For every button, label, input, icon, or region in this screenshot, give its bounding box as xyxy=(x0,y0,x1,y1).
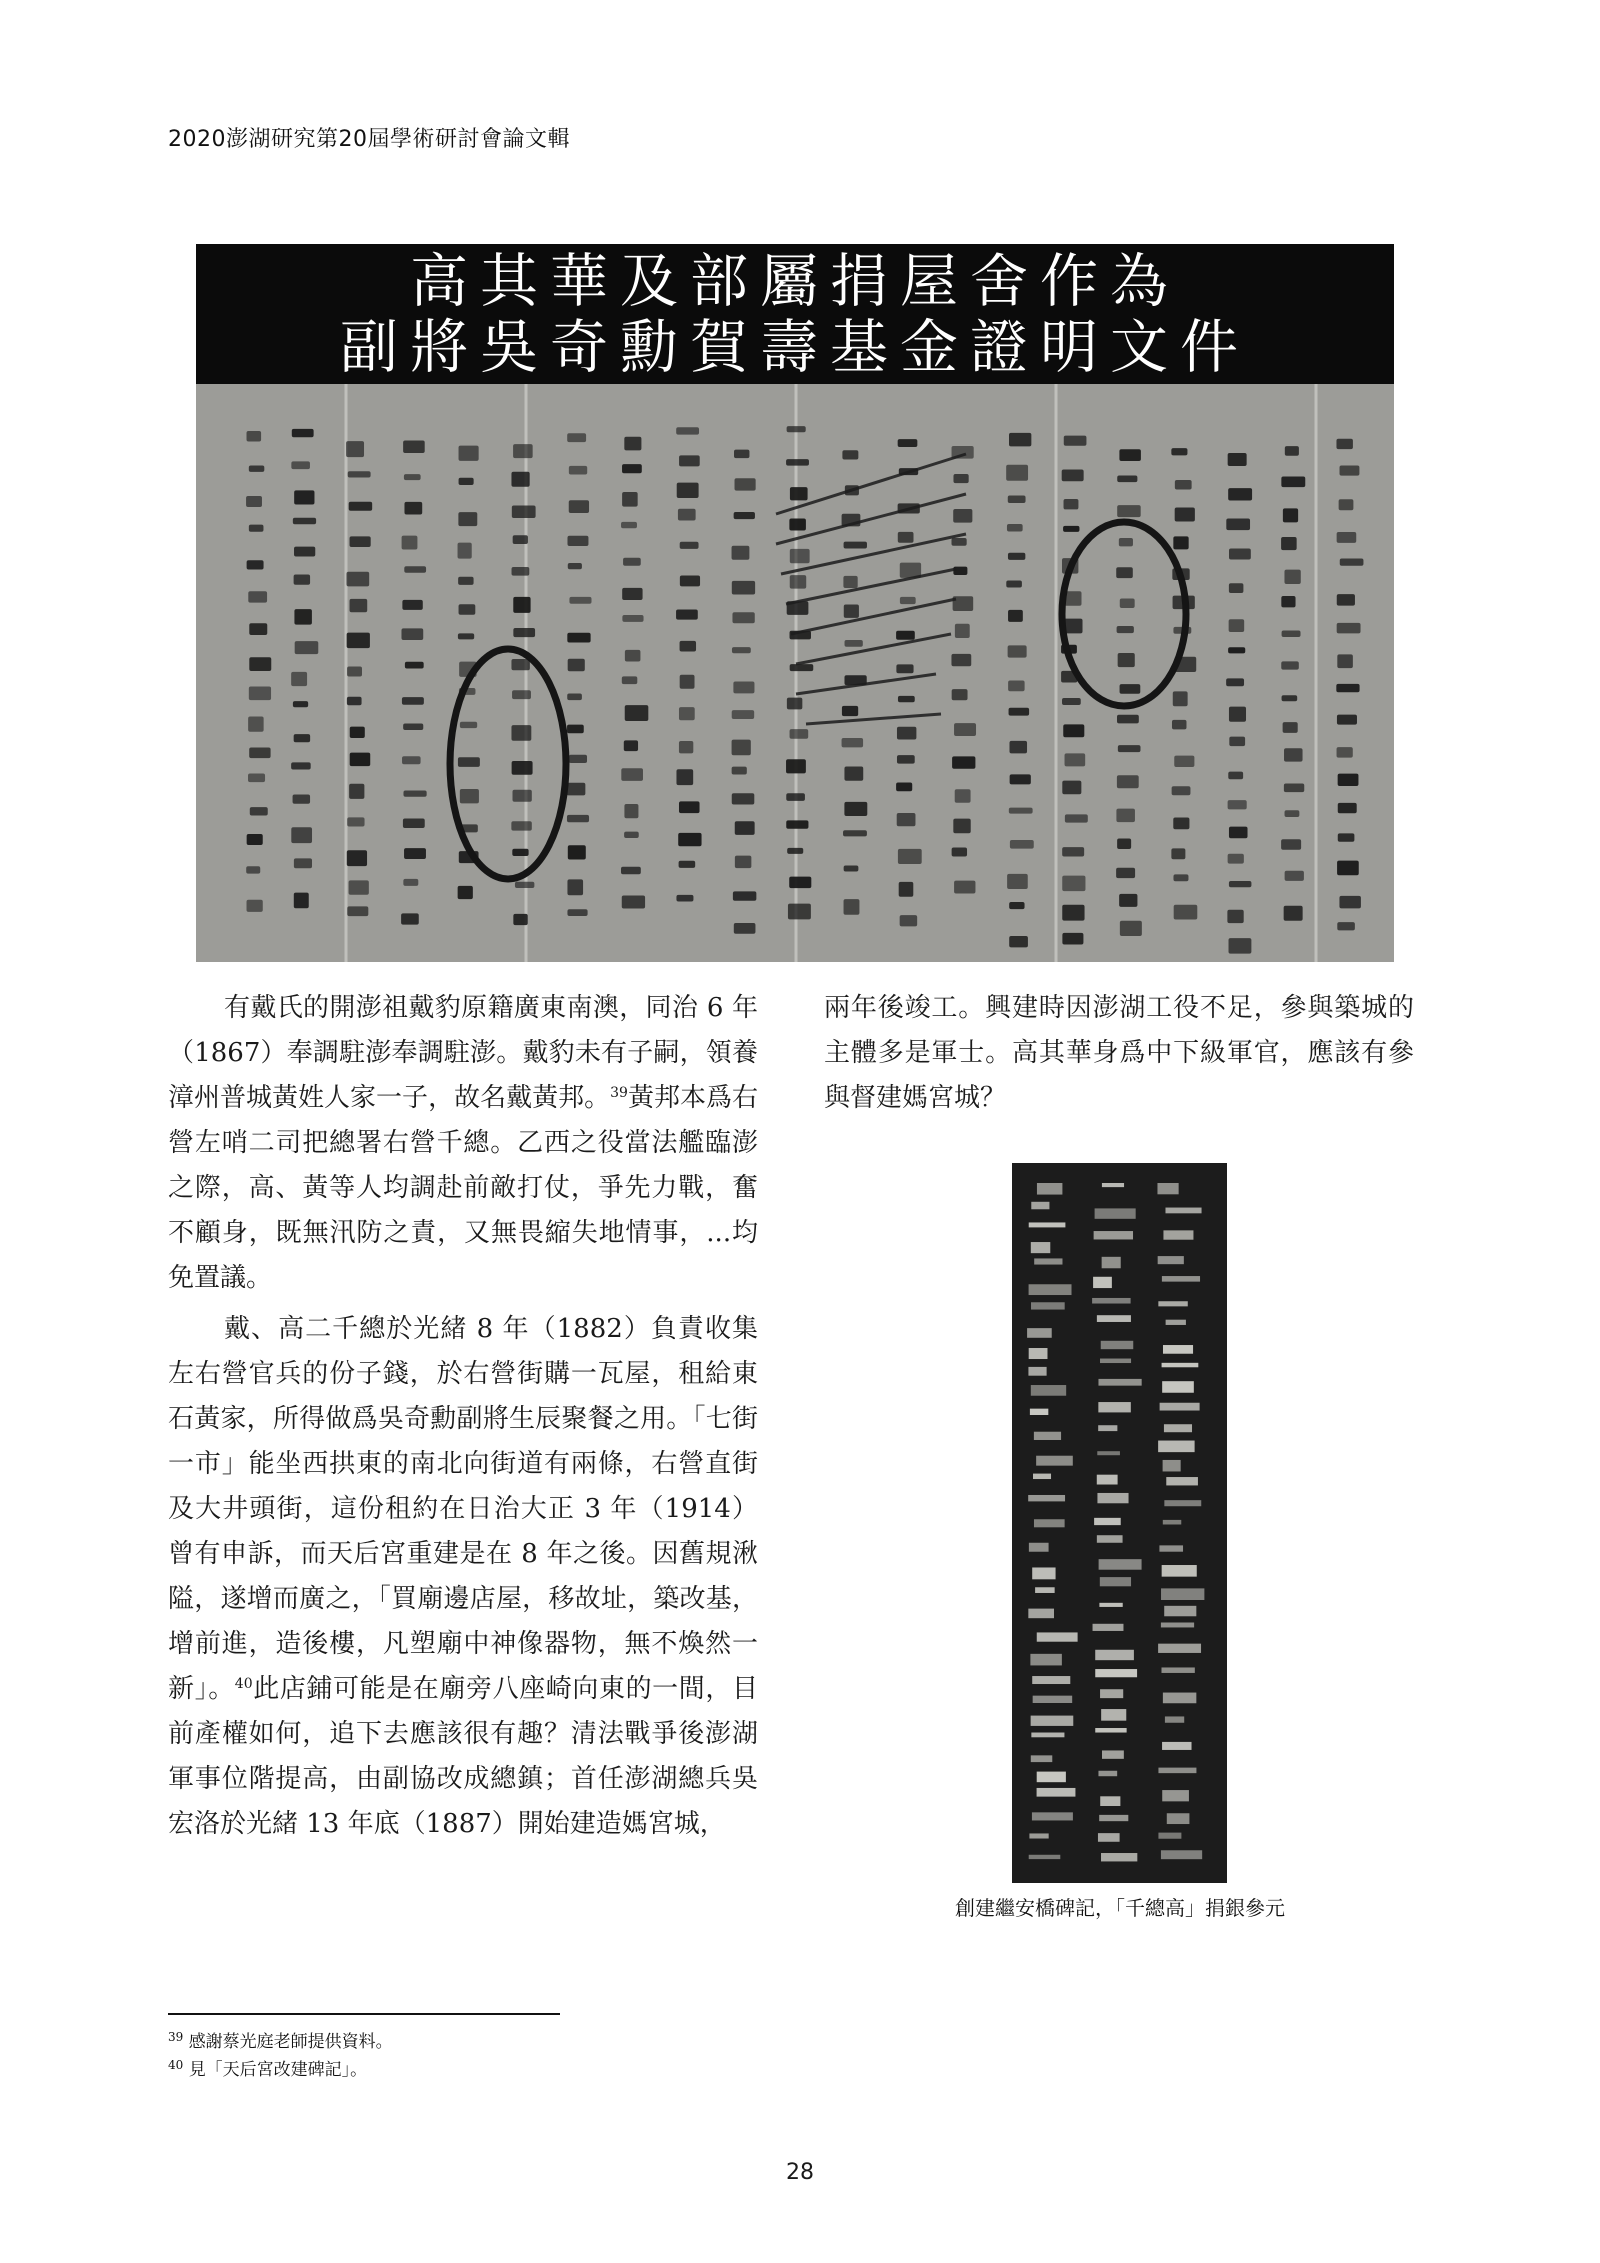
footnote-ref-40[interactable]: 40 xyxy=(234,1676,253,1692)
handwritten-deed-photo xyxy=(196,384,1394,962)
footnote-number: 40 xyxy=(168,2058,184,2072)
paragraph-1-text: 有戴氏的開澎祖戴豹原籍廣東南澳，同治 6 年（1867）奉調駐澎奉調駐澎。戴豹未有子嗣，領養漳州普城黃姓人家一子，故名戴黃邦。 xyxy=(168,993,758,1113)
paragraph-2-tail: 此店鋪可能是在廟旁八座崎向東的一間，目前產權如何，追下去應該很有趣？清法戰爭後澎湖軍事位階提高，由副協改成總鎮；首任澎湖總兵吳宏洛於光緒 13 年底（1887）開始建造媽宮城， xyxy=(168,1674,758,1839)
footnote-text: 見「天后宮改建碑記」。 xyxy=(188,2060,368,2080)
footnote-number: 39 xyxy=(168,2030,184,2044)
paragraph-3: 兩年後竣工。興建時因澎湖工役不足，參與築城的主體多是軍士。高其華身爲中下級軍官，應該有參與督建媽宮城？ xyxy=(824,993,1414,1113)
banner-title-line-1: 高其華及部屬捐屋舍作為 xyxy=(409,247,1180,315)
body-column-left xyxy=(168,986,758,1847)
footnotes xyxy=(168,2028,393,2084)
figure-banner xyxy=(196,244,1394,384)
footnote-divider xyxy=(168,2013,560,2015)
figure-caption: 創建繼安橋碑記，「千總高」捐銀參元 xyxy=(955,1896,1285,1920)
footnote-40 xyxy=(168,2056,393,2084)
body-column-right xyxy=(824,986,1414,1121)
paragraph-2-text: 戴、高二千總於光緒 8 年（1882）負責收集左右營官兵的份子錢，於右營街購一瓦屋，租給東石黃家，所得做爲吳奇勳副將生辰聚餐之用。「七街一市」能坐西拱東的南北向街道有兩條，右營直街及大井頭街，這份租約在日治大正 3 年（1914）曾有申訴，而天后宮重建是在 8 年之後。因舊規湫隘，遂增而廣之，「買廟邊店屋，移故址，築改基，增前進，造後樓，凡塑廟中神像器物，無不煥然一新」。 xyxy=(168,1314,758,1704)
running-header: 2020澎湖研究第20屆學術研討會論文輯 xyxy=(168,127,570,152)
paragraph-2 xyxy=(168,1307,758,1847)
page-number: 28 xyxy=(786,2160,814,2185)
footnote-39 xyxy=(168,2028,393,2056)
footnote-ref-39[interactable]: 39 xyxy=(610,1085,628,1101)
stele-rubbing-photo xyxy=(1012,1163,1227,1883)
paragraph-1 xyxy=(168,986,758,1301)
footnote-text: 感謝蔡光庭老師提供資料。 xyxy=(188,2032,393,2052)
banner-title-line-2: 副將吳奇勳賀壽基金證明文件 xyxy=(339,313,1250,381)
paragraph-1-tail: 黃邦本爲右營左哨二司把總署右營千總。乙西之役當法艦臨澎之際，高、黃等人均調赴前敵打仗，爭先力戰，奮不顧身，既無汛防之責，又無畏縮失地情事，...均免置議。 xyxy=(168,1083,758,1293)
